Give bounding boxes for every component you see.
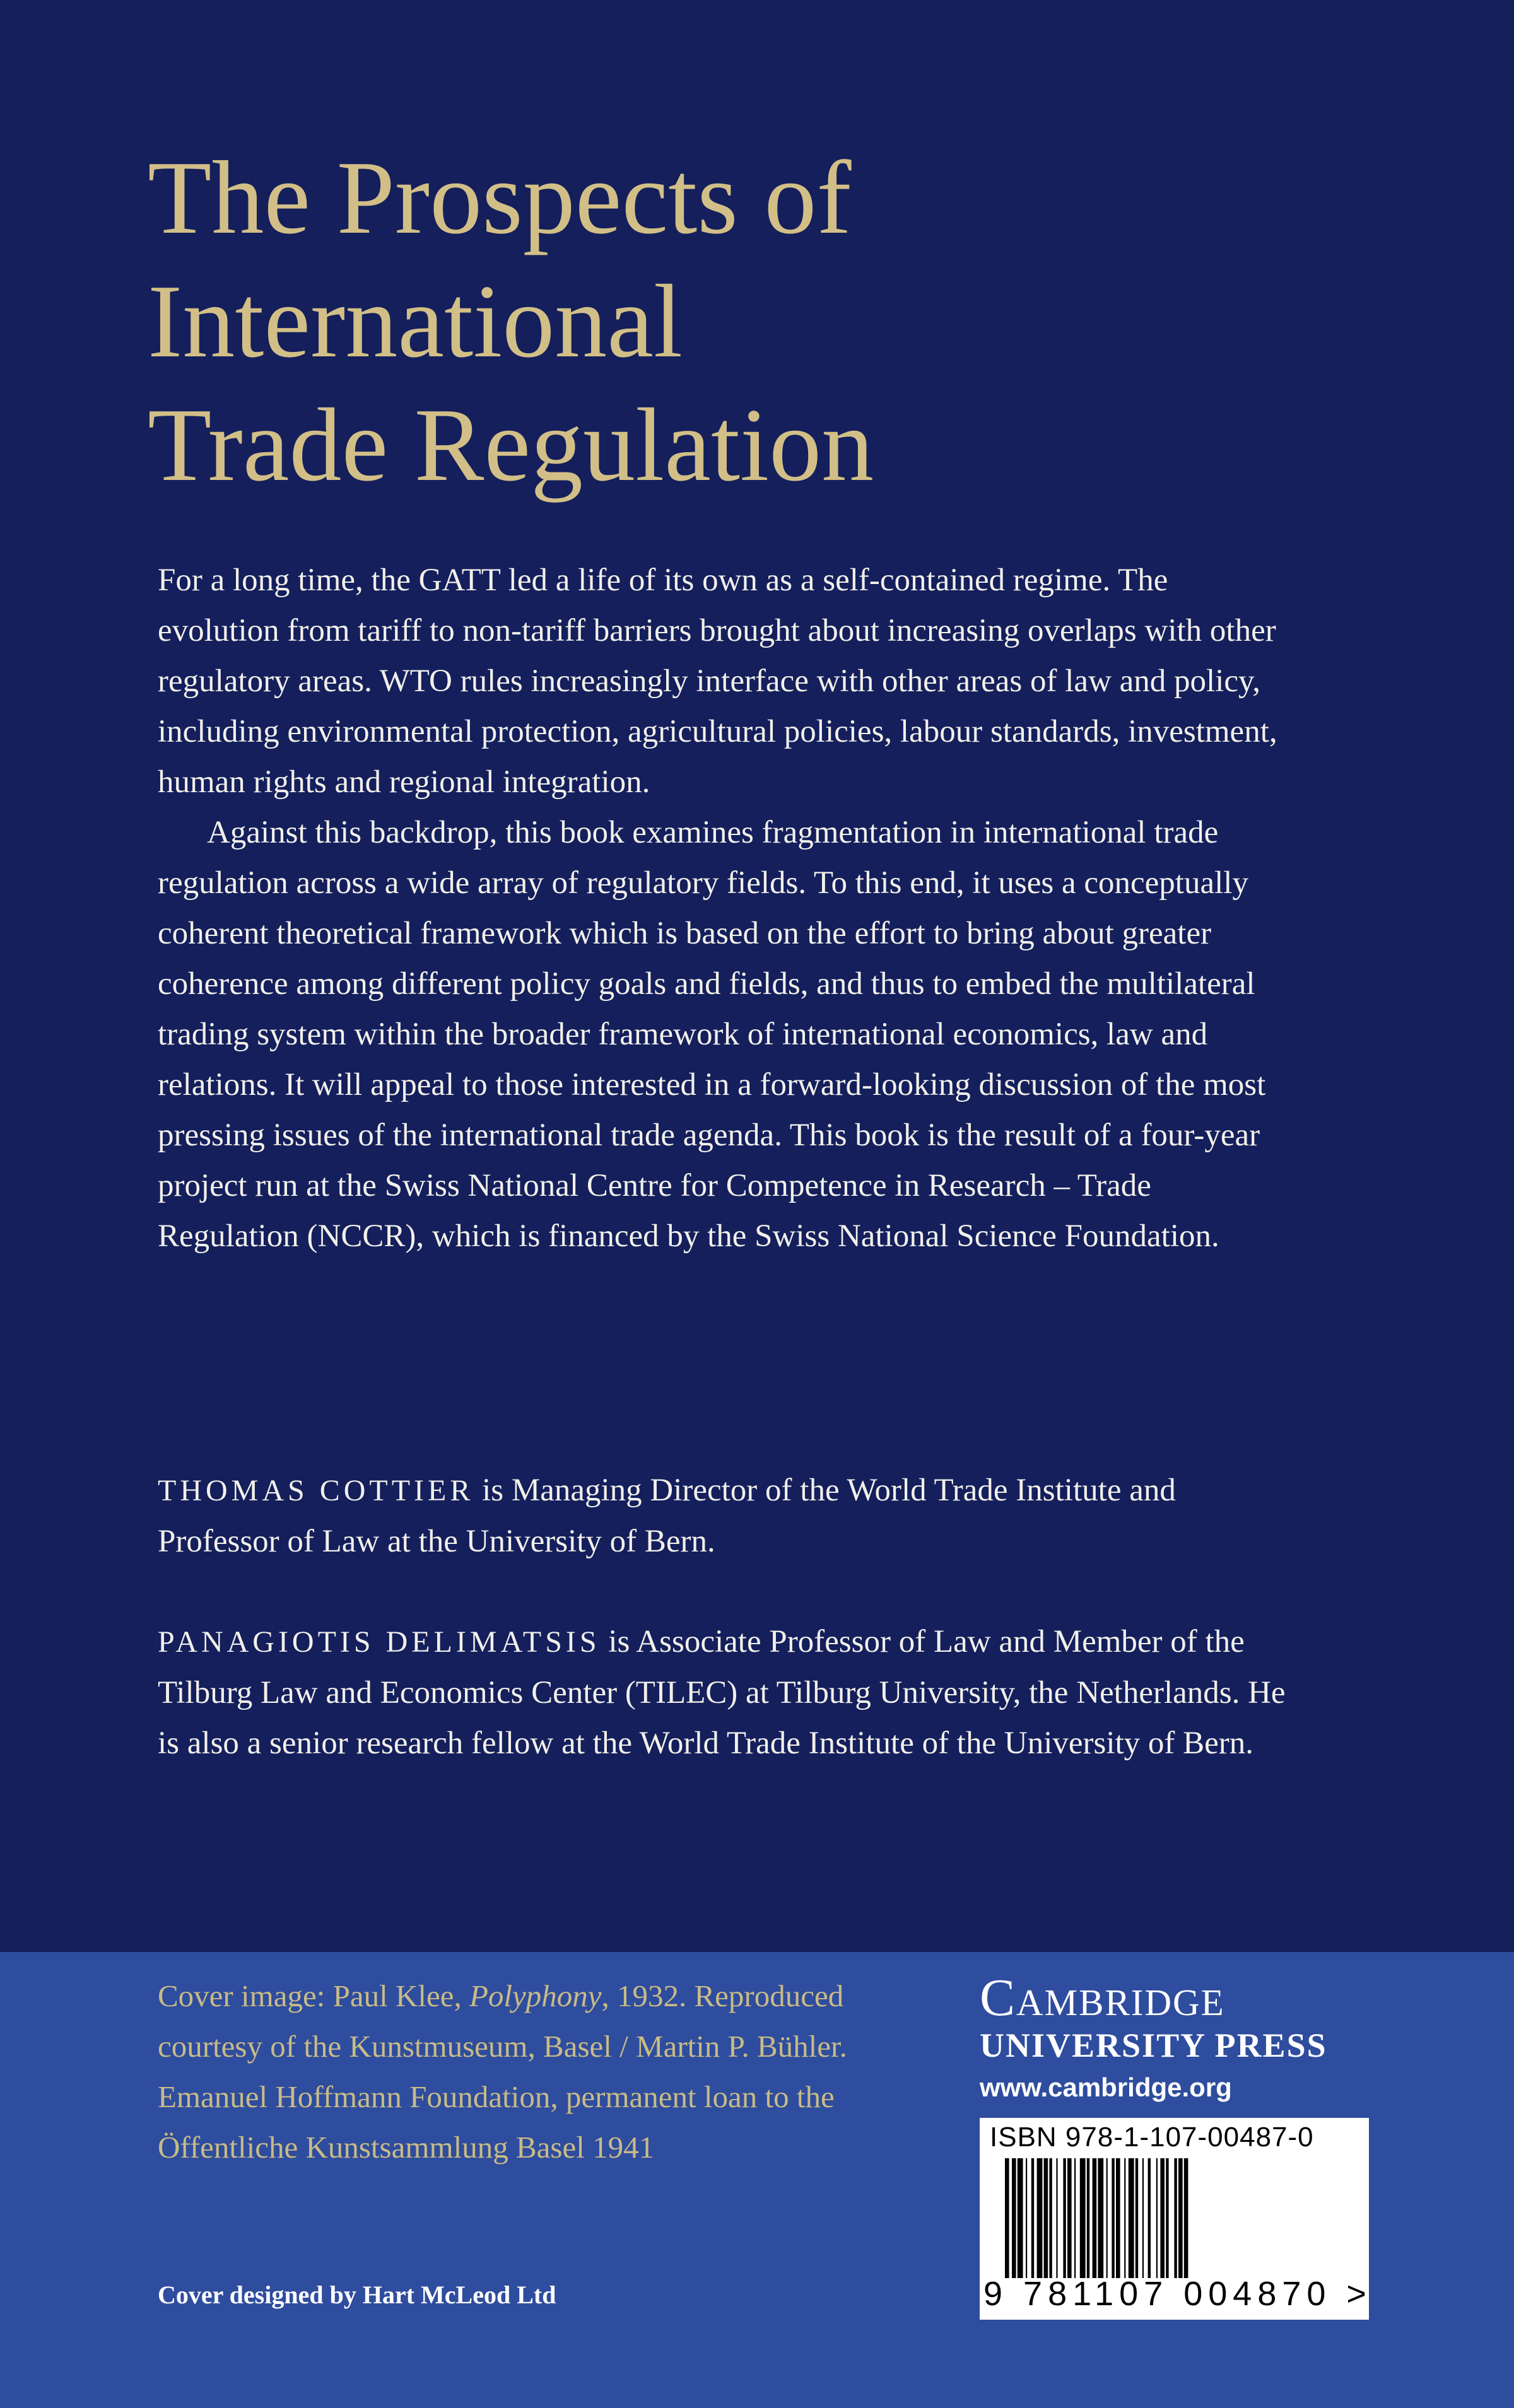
cover-designer-credit: Cover designed by Hart McLeod Ltd (158, 2281, 556, 2309)
barcode-bar (1080, 2158, 1086, 2278)
publisher-website: www.cambridge.org (980, 2072, 1232, 2102)
barcode-bar (1174, 2158, 1177, 2278)
title-line-3: Trade Regulation (148, 387, 874, 503)
publisher-name: Cambridge (980, 1968, 1225, 2027)
barcode-bar (1184, 2158, 1188, 2278)
author-bio-1 (158, 1465, 1293, 1567)
barcode-bar (1129, 2158, 1134, 2278)
barcode-bar (1142, 2158, 1144, 2278)
barcode-bar (1005, 2158, 1009, 2278)
author-bio-2 (158, 1616, 1293, 1768)
credit-prefix: Cover image: Paul Klee, (158, 1978, 469, 2013)
barcode-bar (1037, 2158, 1043, 2278)
barcode-bar (1056, 2158, 1057, 2278)
barcode-bar (1074, 2158, 1076, 2278)
barcode-bar (1136, 2158, 1138, 2278)
barcode-bar (1087, 2158, 1089, 2278)
cover-image-credit (158, 1971, 953, 2173)
author-bio-text-2: is Associate Professor of Law and Member of the Tilburg Law and Economics Center (TILEC) at Tilburg University, the Netherlands. He is also a senior research fellow at the World Trade Institute of the University of Bern. (158, 1624, 1286, 1761)
barcode-bar (1148, 2158, 1151, 2278)
author-bio-text-1: is Managing Director of the World Trade Institute and Professor of Law at the University of Bern. (158, 1473, 1176, 1559)
barcode-bar (1156, 2158, 1158, 2278)
barcode-bars (1005, 2158, 1349, 2278)
blurb-paragraph-2: Against this backdrop, this book examines fragmentation in international trade regulation across a wide array of regulatory fields. To this end, it uses a conceptually coherent theoretical framework which is based on the effort to bring about greater coherence among different policy goals and fields, and thus to embed the multilateral trading system within the broader framework of international economics, law and relations. It will appeal to those interested in a forward-looking discussion of the most pressing issues of the international trade agenda. This book is the result of a four-year project run at the Swiss National Centre for Competence in Research – Trade Regulation (NCCR), which is financed by the Swiss National Science Foundation. (158, 815, 1266, 1254)
barcode-bar (1044, 2158, 1048, 2278)
barcode-bar (1018, 2158, 1023, 2278)
barcode-bar (1112, 2158, 1114, 2278)
ean-digits: 9 781107 004870 > (983, 2275, 1372, 2313)
barcode-bar (1093, 2158, 1097, 2278)
publisher-subtitle: UNIVERSITY PRESS (980, 2026, 1327, 2064)
barcode-bar (1124, 2158, 1125, 2278)
title-line-2: International (148, 263, 683, 379)
barcode-bar (1098, 2158, 1103, 2278)
title-line-1: The Prospects of (148, 139, 852, 255)
isbn-barcode (980, 2118, 1372, 2320)
barcode-bar (1012, 2158, 1016, 2278)
barcode-bar (1031, 2158, 1034, 2278)
book-title (148, 136, 1346, 506)
blurb-paragraph-1: For a long time, the GATT led a life of its own as a self-contained regime. The evolution from tariff to non-tariff barriers brought about increasing overlaps with other regulatory areas. WTO rules increasingly interface with other areas of law and policy, including environmental protection, agricultural policies, labour standards, investment, human rights and regional integration. (158, 563, 1277, 800)
author-name-2: PANAGIOTIS DELIMATSIS (158, 1625, 601, 1659)
credit-work-title: Polyphony (469, 1978, 602, 2013)
barcode-bar (1160, 2158, 1165, 2278)
barcode-bar (1116, 2158, 1120, 2278)
author-name-1: THOMAS COTTIER (158, 1474, 474, 1507)
isbn-label: ISBN 978-1-107-00487-0 (990, 2122, 1314, 2153)
barcode-bar (1067, 2158, 1072, 2278)
book-blurb (158, 555, 1281, 1261)
barcode-bar (1049, 2158, 1052, 2278)
barcode-bar (1178, 2158, 1183, 2278)
credit-suffix: , 1932. Reproduced courtesy of the Kunstmuseum, Basel / Martin P. Bühler. Emanuel Hoffmann Foundation, permanent loan to the Öffentliche Kunstsammlung Basel 1941 (158, 1978, 847, 2165)
barcode-bar (1063, 2158, 1065, 2278)
barcode-bar (1026, 2158, 1027, 2278)
barcode-bar (1166, 2158, 1168, 2278)
barcode-bar (1106, 2158, 1108, 2278)
publisher-logo (980, 1968, 1371, 2107)
